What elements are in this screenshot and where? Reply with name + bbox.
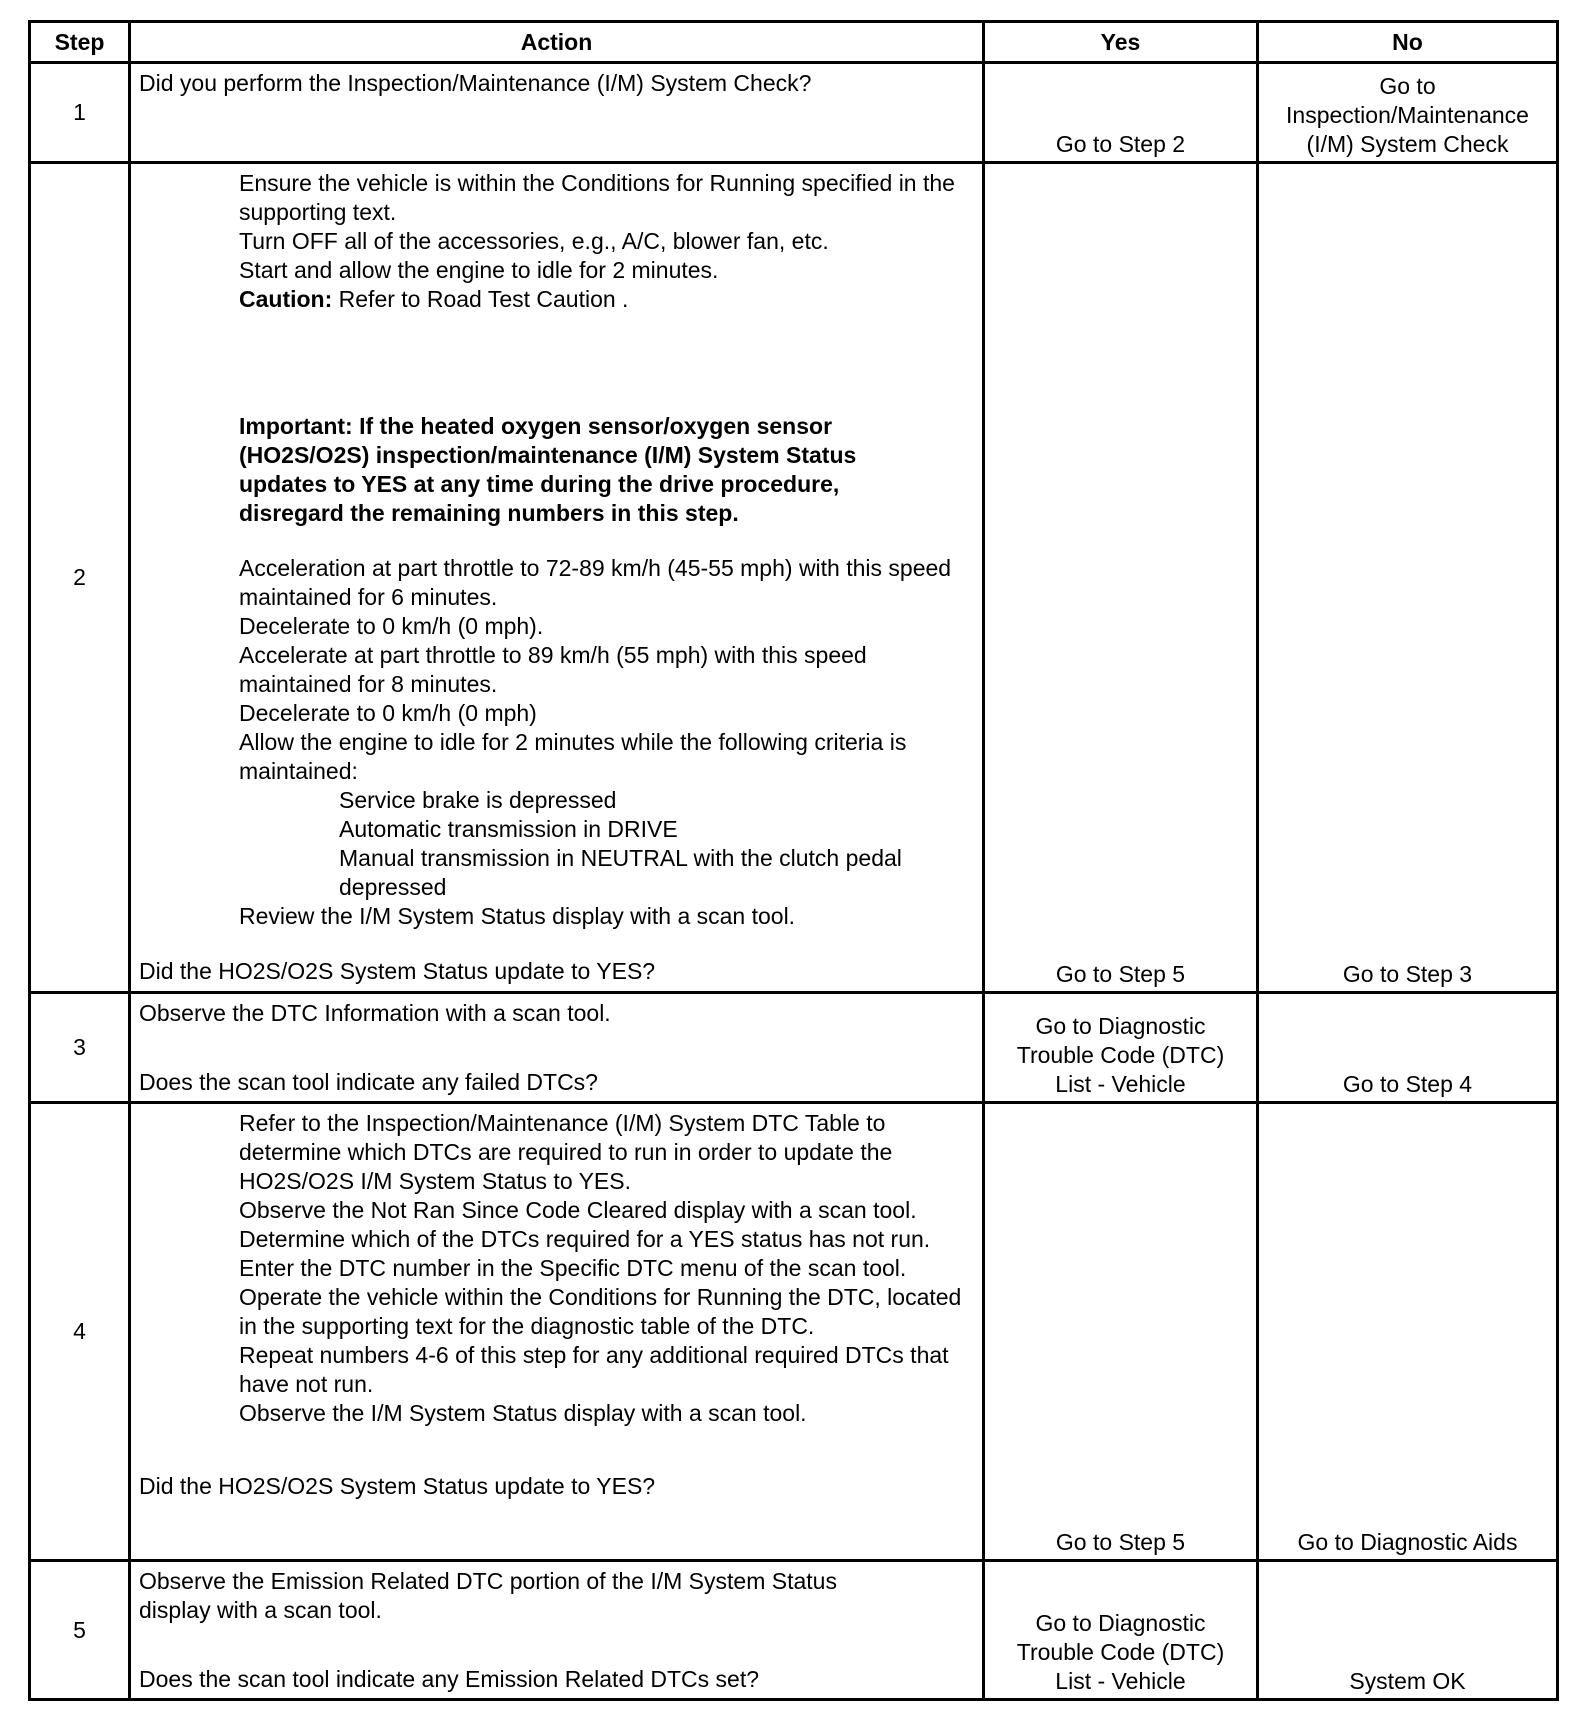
- action-subline: Service brake is depressed: [339, 787, 617, 813]
- action-cell: [130, 1561, 984, 1700]
- yes-cell: Go to Step 2: [984, 63, 1258, 163]
- action-line: Enter the DTC number in the Specific DTC menu of the scan tool.: [239, 1255, 907, 1281]
- action-cell: [130, 1103, 984, 1561]
- header-action: Action: [130, 22, 984, 63]
- action-question: Did you perform the Inspection/Maintenance (I/M) System Check?: [139, 70, 812, 96]
- table-row-step-4: [30, 1103, 1558, 1561]
- no-cell: Go to Inspection/Maintenance (I/M) System Check: [1258, 63, 1558, 163]
- action-line: Determine which of the DTCs required for a YES status has not run.: [239, 1226, 931, 1252]
- step-number: 2: [30, 163, 130, 993]
- action-question: Did the HO2S/O2S System Status update to YES?: [139, 1473, 656, 1499]
- header-yes: Yes: [984, 22, 1258, 63]
- action-line: Accelerate at part throttle to 89 km/h (55 mph) with this speed maintained for 8 minutes.: [239, 642, 867, 697]
- caution-line: [239, 285, 974, 314]
- action-cell: [130, 993, 984, 1103]
- yes-cell: Go to Diagnostic Trouble Code (DTC) List - Vehicle: [984, 1561, 1258, 1700]
- header-no: No: [1258, 22, 1558, 63]
- action-question: Did the HO2S/O2S System Status update to YES?: [139, 958, 656, 984]
- step-number: 3: [30, 993, 130, 1103]
- action-line: Acceleration at part throttle to 72-89 km/h (45-55 mph) with this speed maintained for 6 minutes.: [239, 555, 952, 610]
- header-step: Step: [30, 22, 130, 63]
- caution-label: Caution:: [239, 286, 333, 312]
- action-line: Decelerate to 0 km/h (0 mph).: [239, 613, 544, 639]
- table-row-step-5: [30, 1561, 1558, 1700]
- action-line: Observe the I/M System Status display with a scan tool.: [239, 1400, 807, 1426]
- action-line: Ensure the vehicle is within the Conditions for Running specified in the supporting text.: [239, 170, 955, 225]
- diagnostic-table: [28, 20, 1559, 1701]
- caution-text: Refer to Road Test Caution .: [332, 286, 629, 312]
- yes-cell: Go to Diagnostic Trouble Code (DTC) List - Vehicle: [984, 993, 1258, 1103]
- action-line: Turn OFF all of the accessories, e.g., A/C, blower fan, etc.: [239, 228, 829, 254]
- step-number: 1: [30, 63, 130, 163]
- action-line: Observe the Emission Related DTC portion of the I/M System Status display with a scan tool.: [139, 1568, 837, 1623]
- yes-cell: Go to Step 5: [984, 163, 1258, 993]
- table-row-step-2: [30, 163, 1558, 993]
- no-cell: System OK: [1258, 1561, 1558, 1700]
- table-row-step-1: [30, 63, 1558, 163]
- action-subline: Manual transmission in NEUTRAL with the clutch pedal depressed: [339, 845, 902, 900]
- action-line: Refer to the Inspection/Maintenance (I/M) System DTC Table to determine which DTCs are required to run in order to update the HO2S/O2S I/M System Status to YES.: [239, 1110, 893, 1194]
- header-row: [30, 22, 1558, 63]
- action-cell: [130, 163, 984, 993]
- yes-cell: Go to Step 5: [984, 1103, 1258, 1561]
- action-line: Start and allow the engine to idle for 2 minutes.: [239, 257, 719, 283]
- action-subline: Automatic transmission in DRIVE: [339, 816, 678, 842]
- action-cell: [130, 63, 984, 163]
- action-line: Review the I/M System Status display with a scan tool.: [239, 903, 796, 929]
- action-question: Does the scan tool indicate any failed DTCs?: [139, 1069, 598, 1095]
- action-line: Decelerate to 0 km/h (0 mph): [239, 700, 537, 726]
- action-question: Does the scan tool indicate any Emission Related DTCs set?: [139, 1666, 760, 1692]
- action-line: Observe the Not Ran Since Code Cleared display with a scan tool.: [239, 1197, 917, 1223]
- action-line: Operate the vehicle within the Conditions for Running the DTC, located in the supporting text for the diagnostic table of the DTC.: [239, 1284, 962, 1339]
- action-line: Allow the engine to idle for 2 minutes while the following criteria is maintained:: [239, 729, 907, 784]
- table-row-step-3: [30, 993, 1558, 1103]
- no-cell: Go to Step 3: [1258, 163, 1558, 993]
- no-cell: Go to Diagnostic Aids: [1258, 1103, 1558, 1561]
- no-cell: Go to Step 4: [1258, 993, 1558, 1103]
- action-line: Observe the DTC Information with a scan tool.: [139, 1000, 611, 1026]
- action-line: Repeat numbers 4-6 of this step for any additional required DTCs that have not run.: [239, 1342, 949, 1397]
- step-number: 4: [30, 1103, 130, 1561]
- step-number: 5: [30, 1561, 130, 1700]
- important-note: Important: If the heated oxygen sensor/oxygen sensor (HO2S/O2S) inspection/maintenance (I/M) System Status updates to YES at any time during the drive procedure, disregard the remaining numbers in this step.: [239, 413, 857, 526]
